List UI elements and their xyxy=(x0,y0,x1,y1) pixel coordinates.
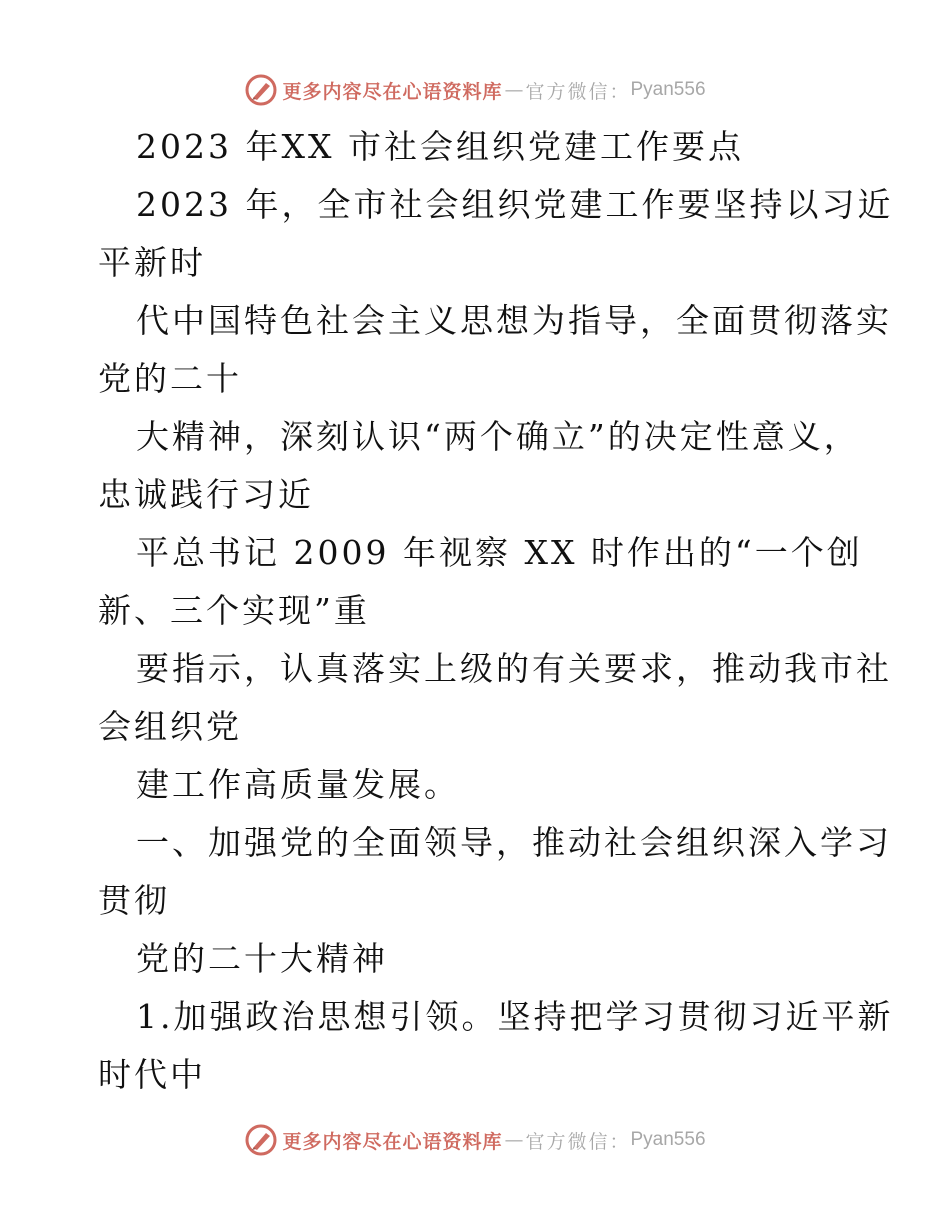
text-line: 代中国特色社会主义思想为指导，全面贯彻落实 xyxy=(136,301,892,340)
text-line: 平总书记 2009 年视察 XX 时作出的“一个创 xyxy=(136,533,863,572)
text-line: 一、加强党的全面领导，推动社会组织深入学习 xyxy=(136,823,892,862)
watermark-footer xyxy=(0,1120,950,1160)
watermark-site-name: 更多内容尽在心语资料库 xyxy=(282,1130,503,1153)
text-line: 党的二十 xyxy=(98,359,242,398)
text-line: 党的二十大精神 xyxy=(136,939,388,978)
watermark-site-name: 更多内容尽在心语资料库 xyxy=(282,80,503,103)
watermark-wechat-id: Pyan556 xyxy=(630,1129,706,1150)
watermark-wechat-id: Pyan556 xyxy=(630,79,706,100)
text-line: 大精神，深刻认识“两个确立”的决定性意义， xyxy=(136,417,860,456)
watermark-official-label: 官方微信： xyxy=(525,1130,631,1153)
text-line: 新、三个实现”重 xyxy=(98,591,370,630)
text-line: 会组织党 xyxy=(98,707,242,746)
text-line: 忠诚践行习近 xyxy=(98,475,314,514)
text-line: 要指示，认真落实上级的有关要求，推动我市社 xyxy=(136,649,892,688)
document-title: 2023 年XX 市社会组织党建工作要点 xyxy=(136,127,744,166)
watermark-separator: — xyxy=(504,79,524,101)
pen-logo-icon xyxy=(244,73,278,107)
watermark-separator: — xyxy=(504,1129,524,1151)
document-body xyxy=(98,118,894,1104)
text-line: 平新时 xyxy=(98,243,206,282)
text-line: 1.加强政治思想引领。坚持把学习贯彻习近平新 xyxy=(136,997,894,1036)
watermark-official-label: 官方微信： xyxy=(525,80,631,103)
pen-logo-icon xyxy=(244,1123,278,1157)
text-line: 贯彻 xyxy=(98,881,170,920)
text-line: 时代中 xyxy=(98,1055,206,1094)
text-line: 建工作高质量发展。 xyxy=(136,765,460,804)
watermark-header xyxy=(0,70,950,110)
text-line: 2023 年，全市社会组织党建工作要坚持以习近 xyxy=(136,185,894,224)
